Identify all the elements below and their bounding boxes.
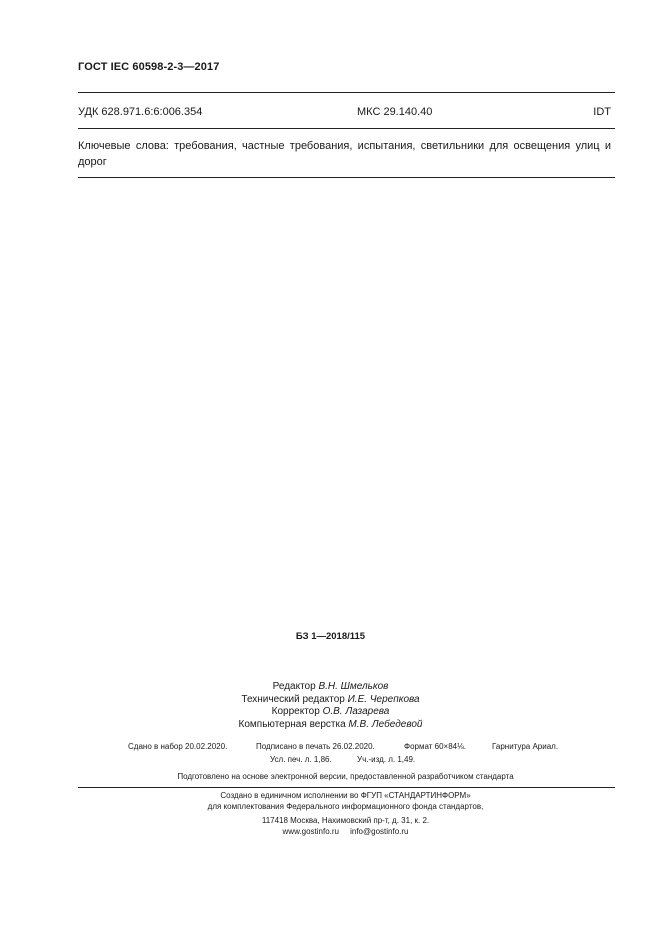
standard-code: ГОСТ IEC 60598-2-3—2017 xyxy=(78,61,220,73)
keywords-divider xyxy=(78,177,615,178)
pub-print-sheets: Усл. печ. л. 1,86. xyxy=(270,755,332,764)
idt-label: IDT xyxy=(593,106,611,118)
pub-signed: Подписано в печать 26.02.2020. xyxy=(256,742,375,751)
pub-submitted: Сдано в набор 20.02.2020. xyxy=(128,742,228,751)
footer-contacts xyxy=(0,826,661,839)
staff-layout xyxy=(0,719,661,732)
staff-list xyxy=(0,681,661,731)
staff-proofreader xyxy=(0,706,661,719)
top-divider xyxy=(78,92,615,93)
footer-address: 117418 Москва, Нахимовский пр-т, д. 31, к. 2. xyxy=(261,816,430,825)
prepared-note: Подготовлено на основе электронной версии, предоставленной разработчиком стандарта xyxy=(177,772,514,781)
staff-name: В.Н. Шмельков xyxy=(318,681,389,692)
staff-tech-editor xyxy=(0,694,661,707)
classification-divider xyxy=(78,128,615,129)
footer-line-1: Создано в единичном исполнении во ФГУП «СТАНДАРТИНФОРМ» xyxy=(220,791,471,800)
staff-editor xyxy=(0,681,661,694)
pub-font: Гарнитура Ариал. xyxy=(492,742,559,751)
staff-name: И.Е. Черепкова xyxy=(347,693,420,705)
staff-role: Компьютерная верстка xyxy=(238,718,346,730)
staff-role: Технический редактор xyxy=(241,693,345,705)
udk-code: УДК 628.971.6:6:006.354 xyxy=(78,106,203,118)
pub-format: Формат 60×84⅛. xyxy=(404,742,467,751)
staff-name: М.В. Лебедевой xyxy=(348,718,423,730)
staff-role: Корректор xyxy=(271,706,320,717)
footer-line-2: для комплектования Федерального информационного фонда стандартов, xyxy=(207,802,484,811)
email-link[interactable]: info@gostinfo.ru xyxy=(350,827,409,836)
keywords-text: Ключевые слова: требования, частные требования, испытания, светильники для освещения улиц и дорог xyxy=(78,140,611,168)
website-link[interactable]: www.gostinfo.ru xyxy=(282,827,339,836)
mks-code: МКС 29.140.40 xyxy=(357,106,433,118)
staff-name: О.В. Лазарева xyxy=(322,706,390,717)
bz-number: БЗ 1—2018/115 xyxy=(295,631,366,642)
footer-divider xyxy=(78,787,615,788)
pub-publ-sheets: Уч.-изд. л. 1,49. xyxy=(357,755,416,764)
staff-role: Редактор xyxy=(272,681,316,692)
